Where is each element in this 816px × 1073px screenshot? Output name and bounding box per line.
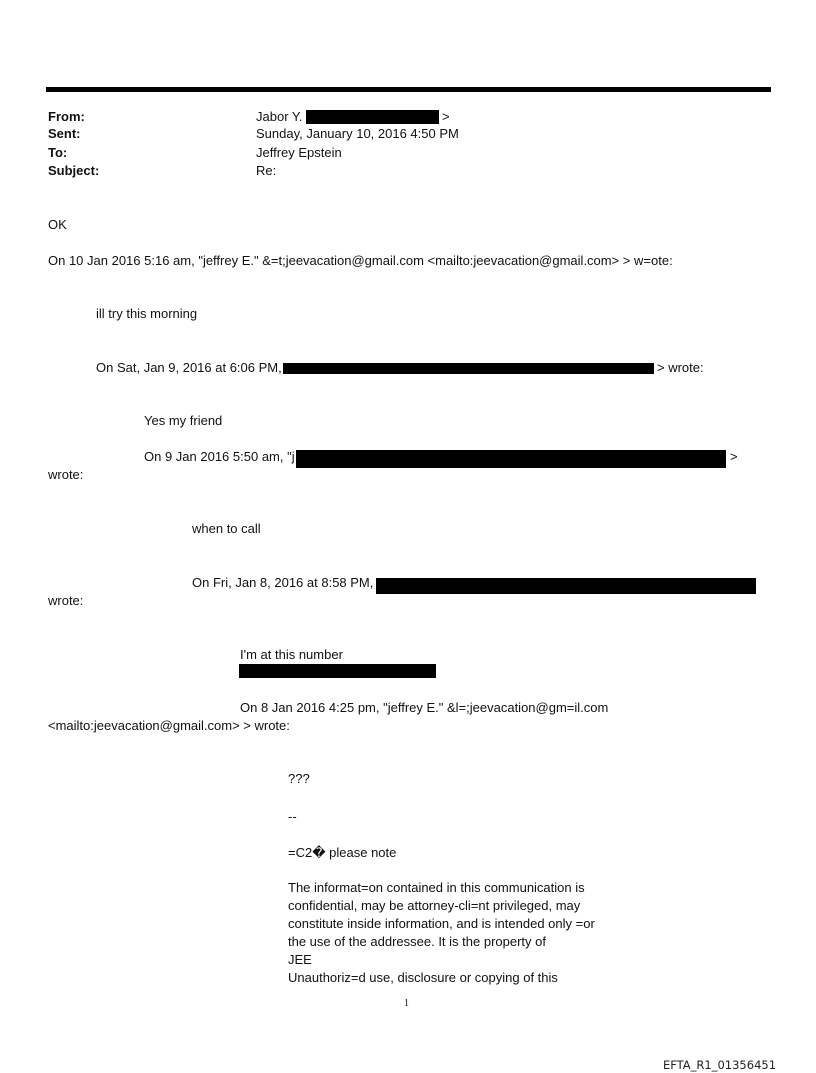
page-number: 1	[404, 998, 409, 1009]
disclaimer-line: confidential, may be attorney-cli=nt privileged, may	[288, 898, 581, 913]
subject-label: Subject:	[48, 163, 100, 178]
quote4-text: I'm at this number	[240, 647, 343, 662]
quote5-header-cont: <mailto:jeevacation@gmail.com> > wrote:	[48, 718, 290, 733]
to-value: Jeffrey Epstein	[256, 145, 342, 160]
disclaimer-line: The informat=on contained in this communication is	[288, 880, 585, 895]
quote1-text: ill try this morning	[96, 306, 198, 321]
disclaimer-line: JEE	[288, 952, 312, 967]
to-label: To:	[48, 145, 68, 160]
quote4-header-prefix: On Fri, Jan 8, 2016 at 8:58 PM,	[192, 575, 374, 590]
document-id: EFTA_R1_01356451	[663, 1058, 777, 1072]
signature-dashes: --	[288, 809, 297, 824]
from-value: Jabor Y.	[256, 109, 303, 124]
quote5-text: ???	[288, 771, 310, 786]
quote4-wrote: wrote:	[48, 593, 84, 608]
quote2-text: Yes my friend	[144, 413, 223, 428]
redaction-bar	[239, 664, 436, 678]
subject-value: Re:	[256, 163, 277, 178]
sent-value: Sunday, January 10, 2016 4:50 PM	[256, 126, 459, 141]
quote3-text: when to call	[192, 521, 261, 536]
quote2-header-prefix: On Sat, Jan 9, 2016 at 6:06 PM,	[96, 360, 282, 375]
redaction-bar	[306, 110, 439, 124]
quote3-wrote: wrote:	[48, 467, 84, 482]
quote3-header-prefix: On 9 Jan 2016 5:50 am, "j	[144, 449, 295, 464]
redaction-bar	[376, 578, 756, 594]
redaction-bar	[296, 450, 726, 468]
header-rule	[46, 87, 771, 92]
disclaimer-line: constitute inside information, and is intended only =or	[288, 916, 595, 931]
from-label: From:	[48, 109, 85, 124]
from-suffix: >	[442, 109, 450, 124]
disclaimer-line: Unauthoriz=d use, disclosure or copying of this	[288, 970, 558, 985]
disclaimer-line: the use of the addressee. It is the property of	[288, 934, 546, 949]
redaction-bar	[283, 363, 654, 374]
quote3-header-suffix: >	[730, 449, 738, 464]
quote5-header: On 8 Jan 2016 4:25 pm, "jeffrey E." &l=;jeevacation@gm=il.com	[240, 700, 609, 715]
sent-label: Sent:	[48, 126, 81, 141]
quote2-header-suffix: > wrote:	[657, 360, 704, 375]
quote1-header: On 10 Jan 2016 5:16 am, "jeffrey E." &=t;jeevacation@gmail.com <mailto:jeevacation@gmail.com> > w=ote:	[48, 253, 673, 268]
signature-note: =C2� please note	[288, 845, 397, 860]
reply-text: OK	[48, 217, 67, 232]
